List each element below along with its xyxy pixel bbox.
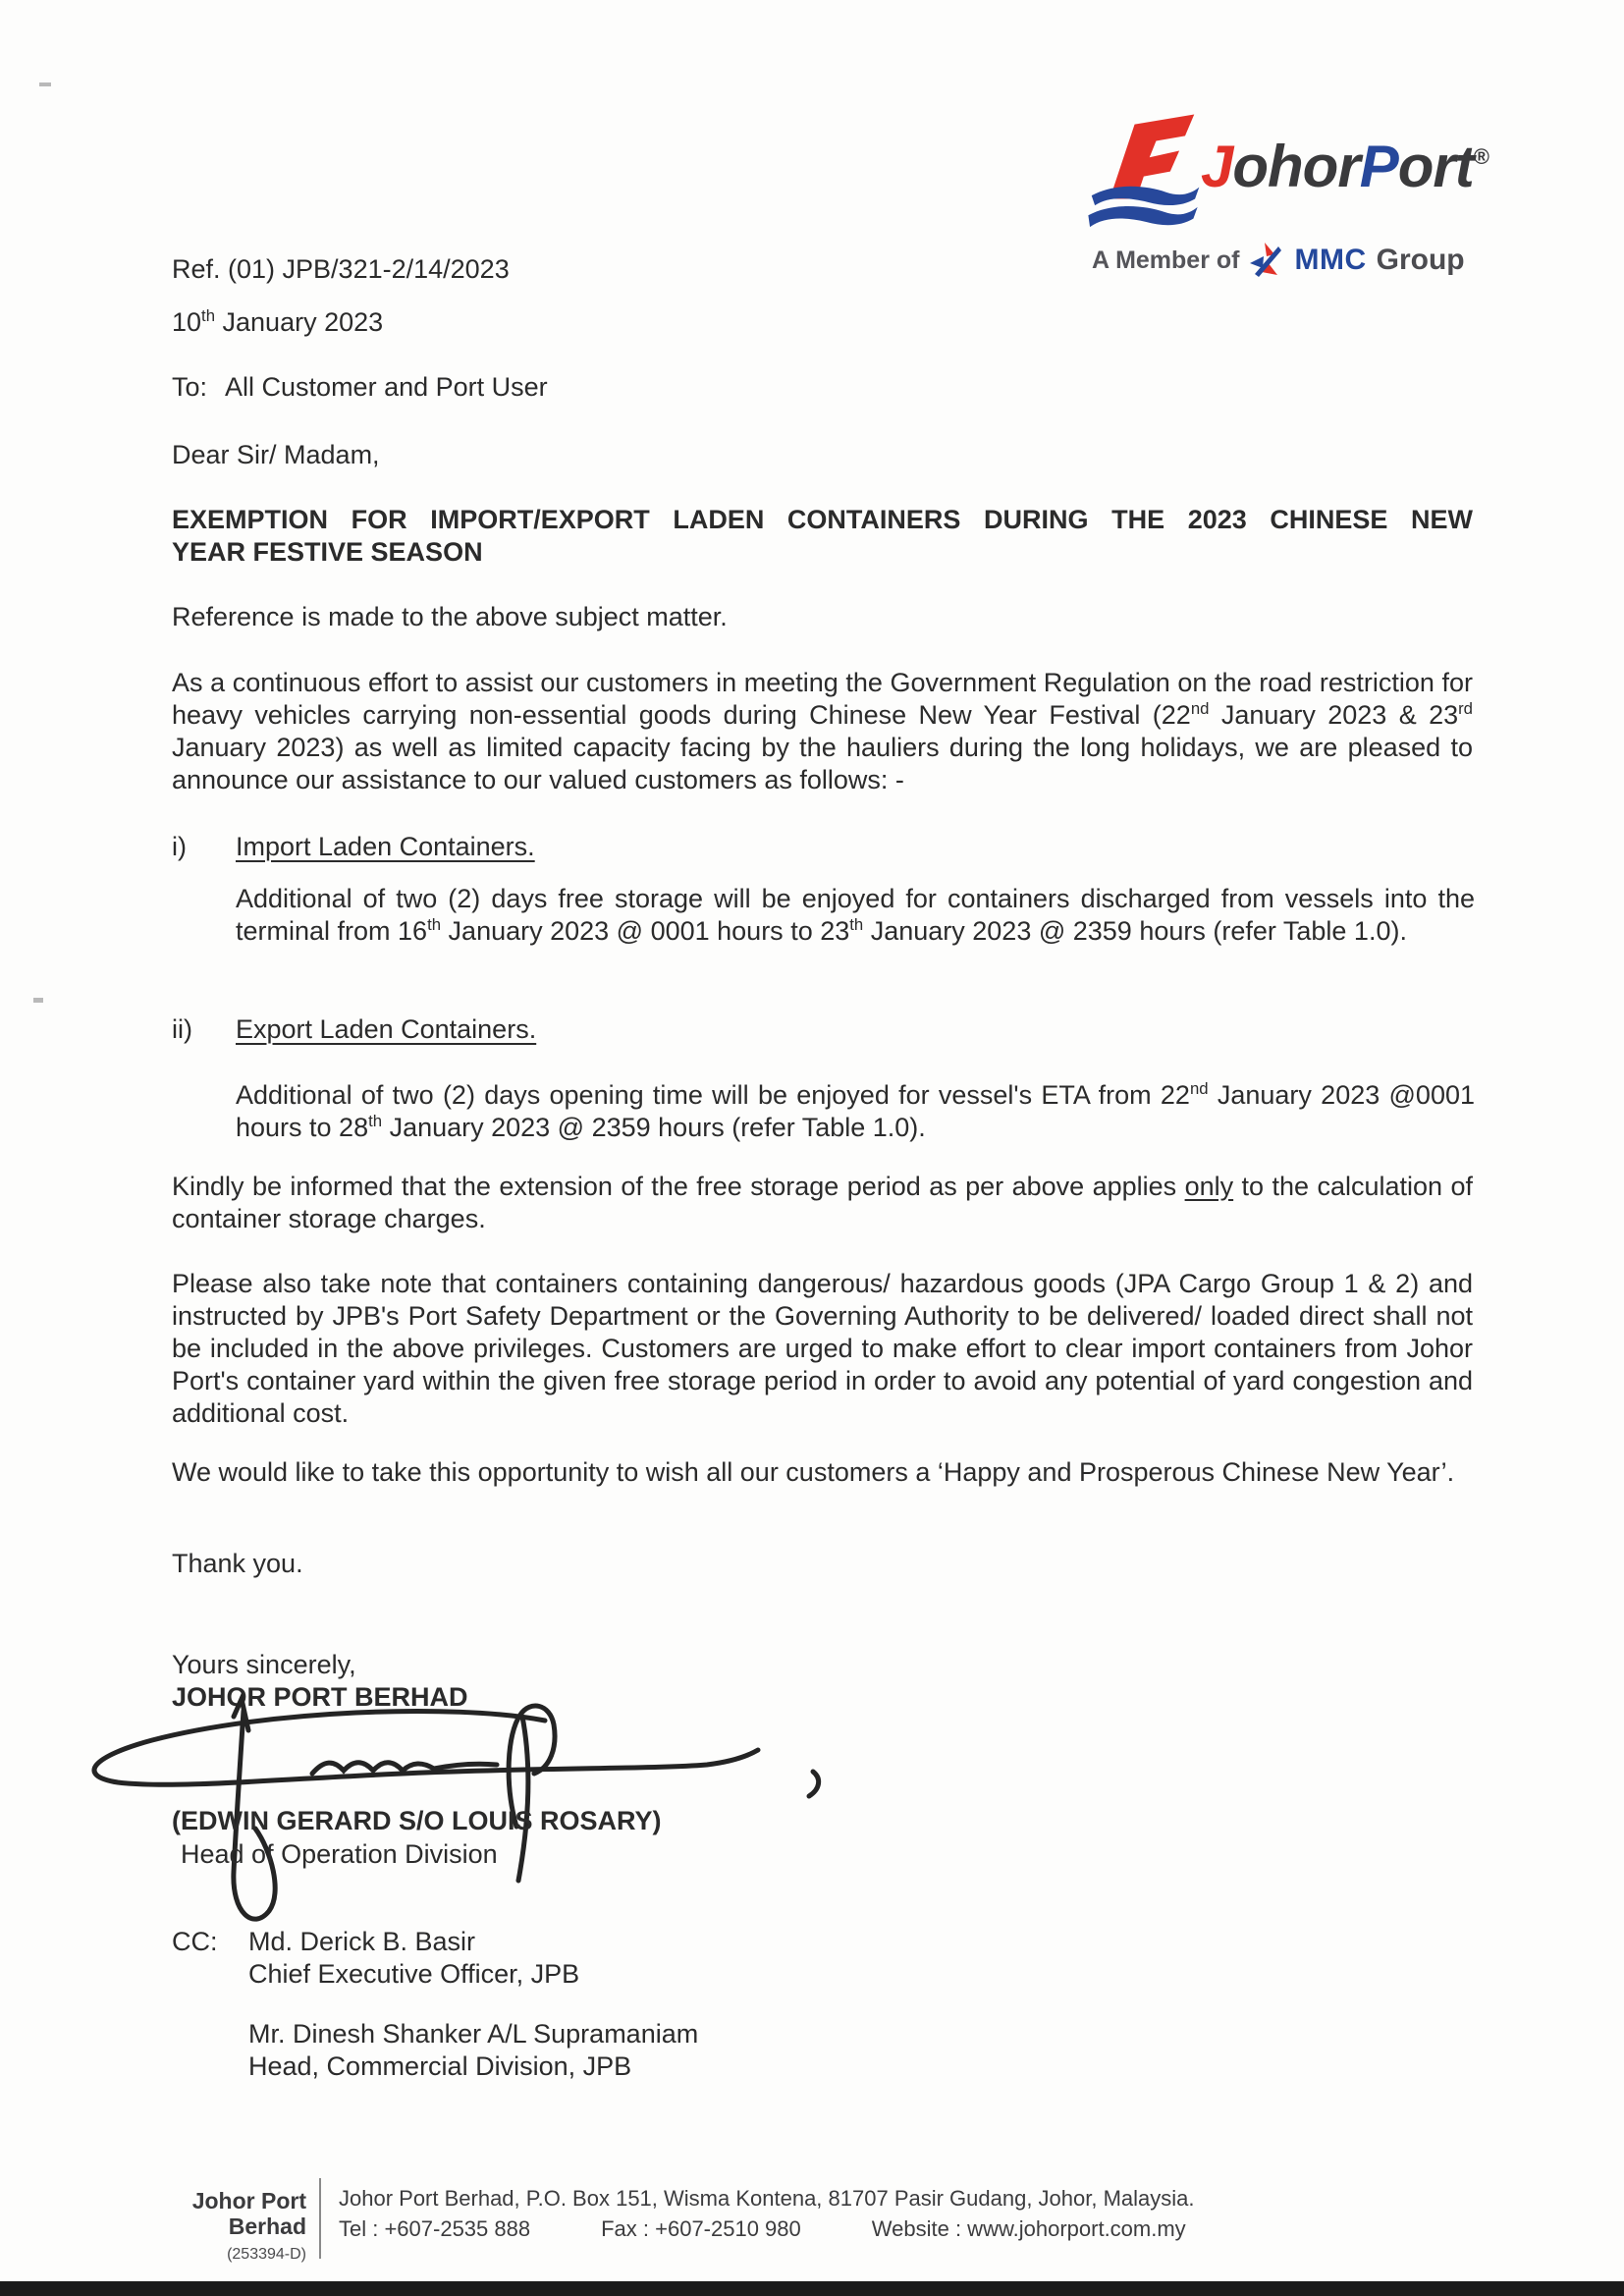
member-line [1092,242,1465,279]
johorport-logo-icon [1085,110,1201,240]
brand-letter-j: J [1201,134,1233,199]
scan-artifact [33,998,43,1003]
export-body-text: January 2023 @0001 hours to 28 [236,1080,1475,1142]
cc-name: Mr. Dinesh Shanker A/L Supramaniam [248,2019,699,2049]
export-body-text: January 2023 @ 2359 hours (refer Table 1.0). [382,1113,926,1142]
footer-address: Johor Port Berhad, P.O. Box 151, Wisma Kontena, 81707 Pasir Gudang, Johor, Malaysia. [339,2186,1195,2211]
cc-title: Head, Commercial Division, JPB [248,2051,632,2081]
list-marker-i: i) [172,832,187,861]
closing-line: Yours sincerely, [172,1650,356,1679]
list-item-import-title [172,831,1473,863]
cc-title: Chief Executive Officer, JPB [248,1959,580,1989]
ordinal-23rd: rd [1458,699,1473,718]
list-item-export-title [172,1013,1473,1046]
list-item-export-body [236,1079,1475,1144]
import-title: Import Laden Containers. [236,832,535,861]
thank-you-line: Thank you. [172,1549,303,1578]
salutation: Dear Sir/ Madam, [172,440,380,469]
signatory-title: Head of Operation Division [181,1839,498,1869]
member-suffix: Group [1376,244,1465,276]
cc-spacer [248,1991,698,2018]
export-body-text: Additional of two (2) days opening time will be enjoyed for vessel's ETA from 22 [236,1080,1190,1110]
footer-company: Johor Port Berhad [191,2188,306,2239]
footer-website: Website : www.johorport.com.my [871,2216,1186,2241]
cc-entry [248,2018,698,2083]
footer-contacts [339,2216,1370,2242]
ordinal-28th: th [368,1112,383,1130]
footer-tel: Tel : +607-2535 888 [339,2216,531,2241]
date-ordinal: th [201,306,216,325]
registered-trademark-icon: ® [1473,144,1489,169]
paragraph-kindly [172,1171,1473,1235]
company-name: JOHOR PORT BERHAD [172,1682,468,1712]
cc-section [172,1926,1154,2083]
to-value: All Customer and Port User [225,372,548,402]
paragraph-effort-text: January 2023 & 23 [1209,700,1459,730]
brand-ort: ort [1397,134,1474,199]
paragraph-dangerous-goods: Please also take note that containers containing dangerous/ hazardous goods (JPA Cargo Group 1 & 2) and instructed by JPB's Port Safety Department or the Governing Authority to be delivered/ loaded direct shall not be included in the above privileges. Customers are urged to make effort to clear import containers from Johor Port's container yard within the given free storage period in order to avoid any potential of yard congestion and additional cost. [172,1269,1473,1428]
footer-company-block [118,2188,306,2265]
ref-line: Ref. (01) JPB/321-2/14/2023 [172,254,510,284]
footer-divider [319,2178,321,2259]
brand-wordmark [1201,134,1489,199]
brand-ohor: ohor [1232,134,1360,199]
kindly-text: to the calculation of container storage charges. [172,1172,1473,1233]
date-day: 10 [172,307,202,337]
cc-name: Md. Derick B. Basir [248,1927,476,1956]
ordinal-22nd: nd [1189,1079,1209,1098]
footer-registration-number: (253394-D) [227,2246,306,2263]
list-marker-ii: ii) [172,1014,192,1044]
scan-bottom-edge [0,2281,1624,2296]
paragraph-effort-text: As a continuous effort to assist our customers in meeting the Government Regulation on the road restriction for heavy vehicles carrying non-essential goods during Chinese New Year Festival (22 [172,668,1473,730]
paragraph-wish: We would like to take this opportunity to wish all our customers a ‘Happy and Prosperous Chinese New Year’. [172,1457,1455,1487]
import-body-text: January 2023 @ 2359 hours (refer Table 1.0). [863,916,1407,946]
subject-line-1: EXEMPTION FOR IMPORT/EXPORT LADEN CONTAINERS DURING THE 2023 CHINESE NEW [172,505,1473,534]
to-label: To: [172,372,208,402]
cc-entries [248,1926,698,2083]
kindly-only-underlined: only [1184,1172,1234,1201]
footer-fax: Fax : +607-2510 980 [601,2216,801,2241]
paragraph-reference: Reference is made to the above subject matter. [172,602,728,631]
brand-letter-p: P [1359,134,1398,199]
cc-label: CC: [172,1927,218,1956]
mmc-logo-icon [1249,242,1284,279]
cc-entry [248,1926,698,1991]
export-title: Export Laden Containers. [236,1014,537,1044]
date-line [172,306,383,339]
import-body-text: Additional of two (2) days free storage will be enjoyed for containers discharged from vessels into the terminal from 16 [236,884,1475,946]
kindly-text: Kindly be informed that the extension of the free storage period as per above applies [172,1172,1185,1201]
letterhead-logo [1085,110,1489,240]
list-item-import-body [236,883,1475,948]
paragraph-effort [172,667,1473,796]
ordinal-22nd: nd [1190,699,1210,718]
recipient-line [172,371,548,404]
paragraph-effort-text: January 2023) as well as limited capacity facing by the hauliers during the long holidays, we are pleased to announce our assistance to our valued customers as follows: - [172,733,1473,794]
scan-artifact [39,82,51,86]
ordinal-16th: th [427,915,442,934]
date-month-year: January 2023 [215,307,384,337]
member-prefix: A Member of [1092,246,1240,274]
signatory-name: (EDWIN GERARD S/O LOUIS ROSARY) [172,1806,662,1835]
import-body-text: January 2023 @ 0001 hours to 23 [441,916,850,946]
ordinal-23th: th [849,915,864,934]
footer-contact-block [339,2186,1370,2242]
subject-line-2: YEAR FESTIVE SEASON [172,537,483,567]
subject-heading [172,504,1473,569]
member-brand: MMC [1294,244,1367,276]
